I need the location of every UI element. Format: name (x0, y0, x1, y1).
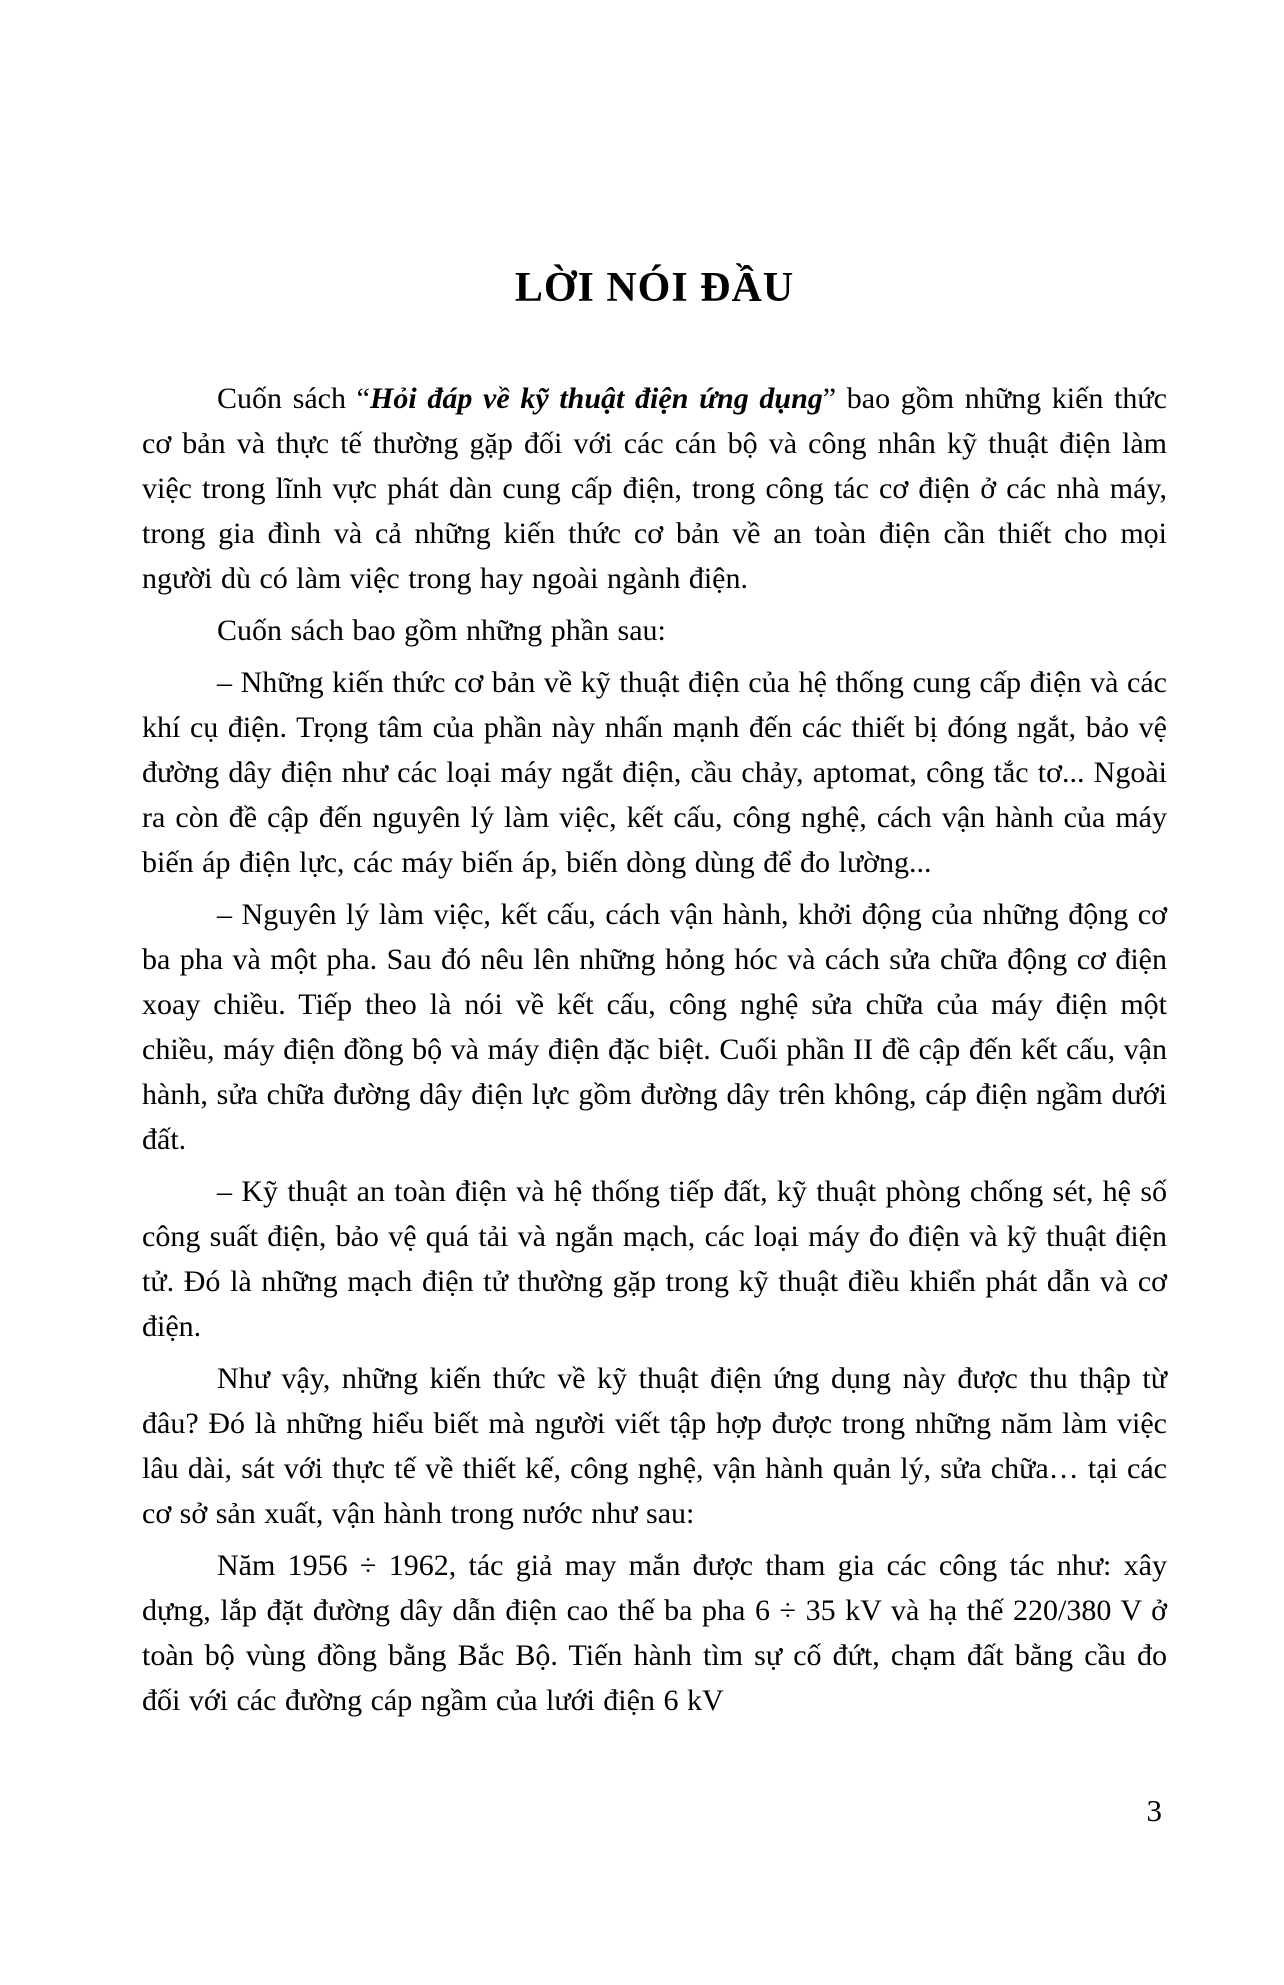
paragraph (142, 660, 1167, 885)
text-segment: ” bao gồm những kiến thức cơ bản và thực tế thường gặp đối với các cán bộ và công nhân kỹ thuật điện làm việc trong lĩnh vực phát dàn cung cấp điện, trong công tác cơ điện ở các nhà máy, trong gia đình và cả những kiến thức cơ bản về an toàn điện cần thiết cho mọi người dù có làm việc trong hay ngoài ngành điện. (142, 382, 1167, 595)
paragraph (142, 892, 1167, 1162)
book-title-phrase: Hỏi đáp về kỹ thuật điện ứng dụng (370, 382, 823, 415)
paragraph (142, 1543, 1167, 1723)
page-title: LỜI NÓI ĐẦU (514, 265, 795, 311)
text-segment: – Những kiến thức cơ bản về kỹ thuật điện của hệ thống cung cấp điện và các khí cụ điện. Trọng tâm của phần này nhấn mạnh đến các thiết bị đóng ngắt, bảo vệ đường dây điện như các loại máy ngắt điện, cầu chảy, aptomat, công tắc tơ... Ngoài ra còn đề cập đến nguyên lý làm việc, kết cấu, công nghệ, cách vận hành của máy biến áp điện lực, các máy biến áp, biến dòng dùng để đo lường... (142, 666, 1167, 879)
paragraph (142, 608, 1167, 653)
body-paragraphs (142, 376, 1167, 1723)
paragraph (142, 1356, 1167, 1536)
text-segment: Cuốn sách “ (217, 382, 370, 415)
paragraph (142, 1169, 1167, 1349)
paragraph (142, 376, 1167, 601)
text-segment: – Kỹ thuật an toàn điện và hệ thống tiếp đất, kỹ thuật phòng chống sét, hệ số công suất điện, bảo vệ quá tải và ngắn mạch, các loại máy đo điện và kỹ thuật điện tử. Đó là những mạch điện tử thường gặp trong kỹ thuật điều khiển phát dẫn và cơ điện. (142, 1175, 1167, 1343)
text-segment: Năm 1956 ÷ 1962, tác giả may mắn được tham gia các công tác như: xây dựng, lắp đặt đường dây dẫn điện cao thế ba pha 6 ÷ 35 kV và hạ thế 220/380 V ở toàn bộ vùng đồng bằng Bắc Bộ. Tiến hành tìm sự cố đứt, chạm đất bằng cầu đo đối với các đường cáp ngầm của lưới điện 6 kV (142, 1549, 1167, 1717)
text-segment: – Nguyên lý làm việc, kết cấu, cách vận hành, khởi động của những động cơ ba pha và một pha. Sau đó nêu lên những hỏng hóc và cách sửa chữa động cơ điện xoay chiều. Tiếp theo là nói về kết cấu, công nghệ sửa chữa của máy điện một chiều, máy điện đồng bộ và máy điện đặc biệt. Cuối phần II đề cập đến kết cấu, vận hành, sửa chữa đường dây điện lực gồm đường dây trên không, cáp điện ngầm dưới đất. (142, 898, 1167, 1156)
text-column (142, 0, 1167, 1723)
text-segment: Như vậy, những kiến thức về kỹ thuật điện ứng dụng này được thu thập từ đâu? Đó là những hiểu biết mà người viết tập hợp được trong những năm làm việc lâu dài, sát với thực tế về thiết kế, công nghệ, vận hành quản lý, sửa chữa… tại các cơ sở sản xuất, vận hành trong nước như sau: (142, 1362, 1167, 1530)
text-segment: Cuốn sách bao gồm những phần sau: (217, 614, 666, 647)
page-number: 3 (1146, 1793, 1162, 1828)
